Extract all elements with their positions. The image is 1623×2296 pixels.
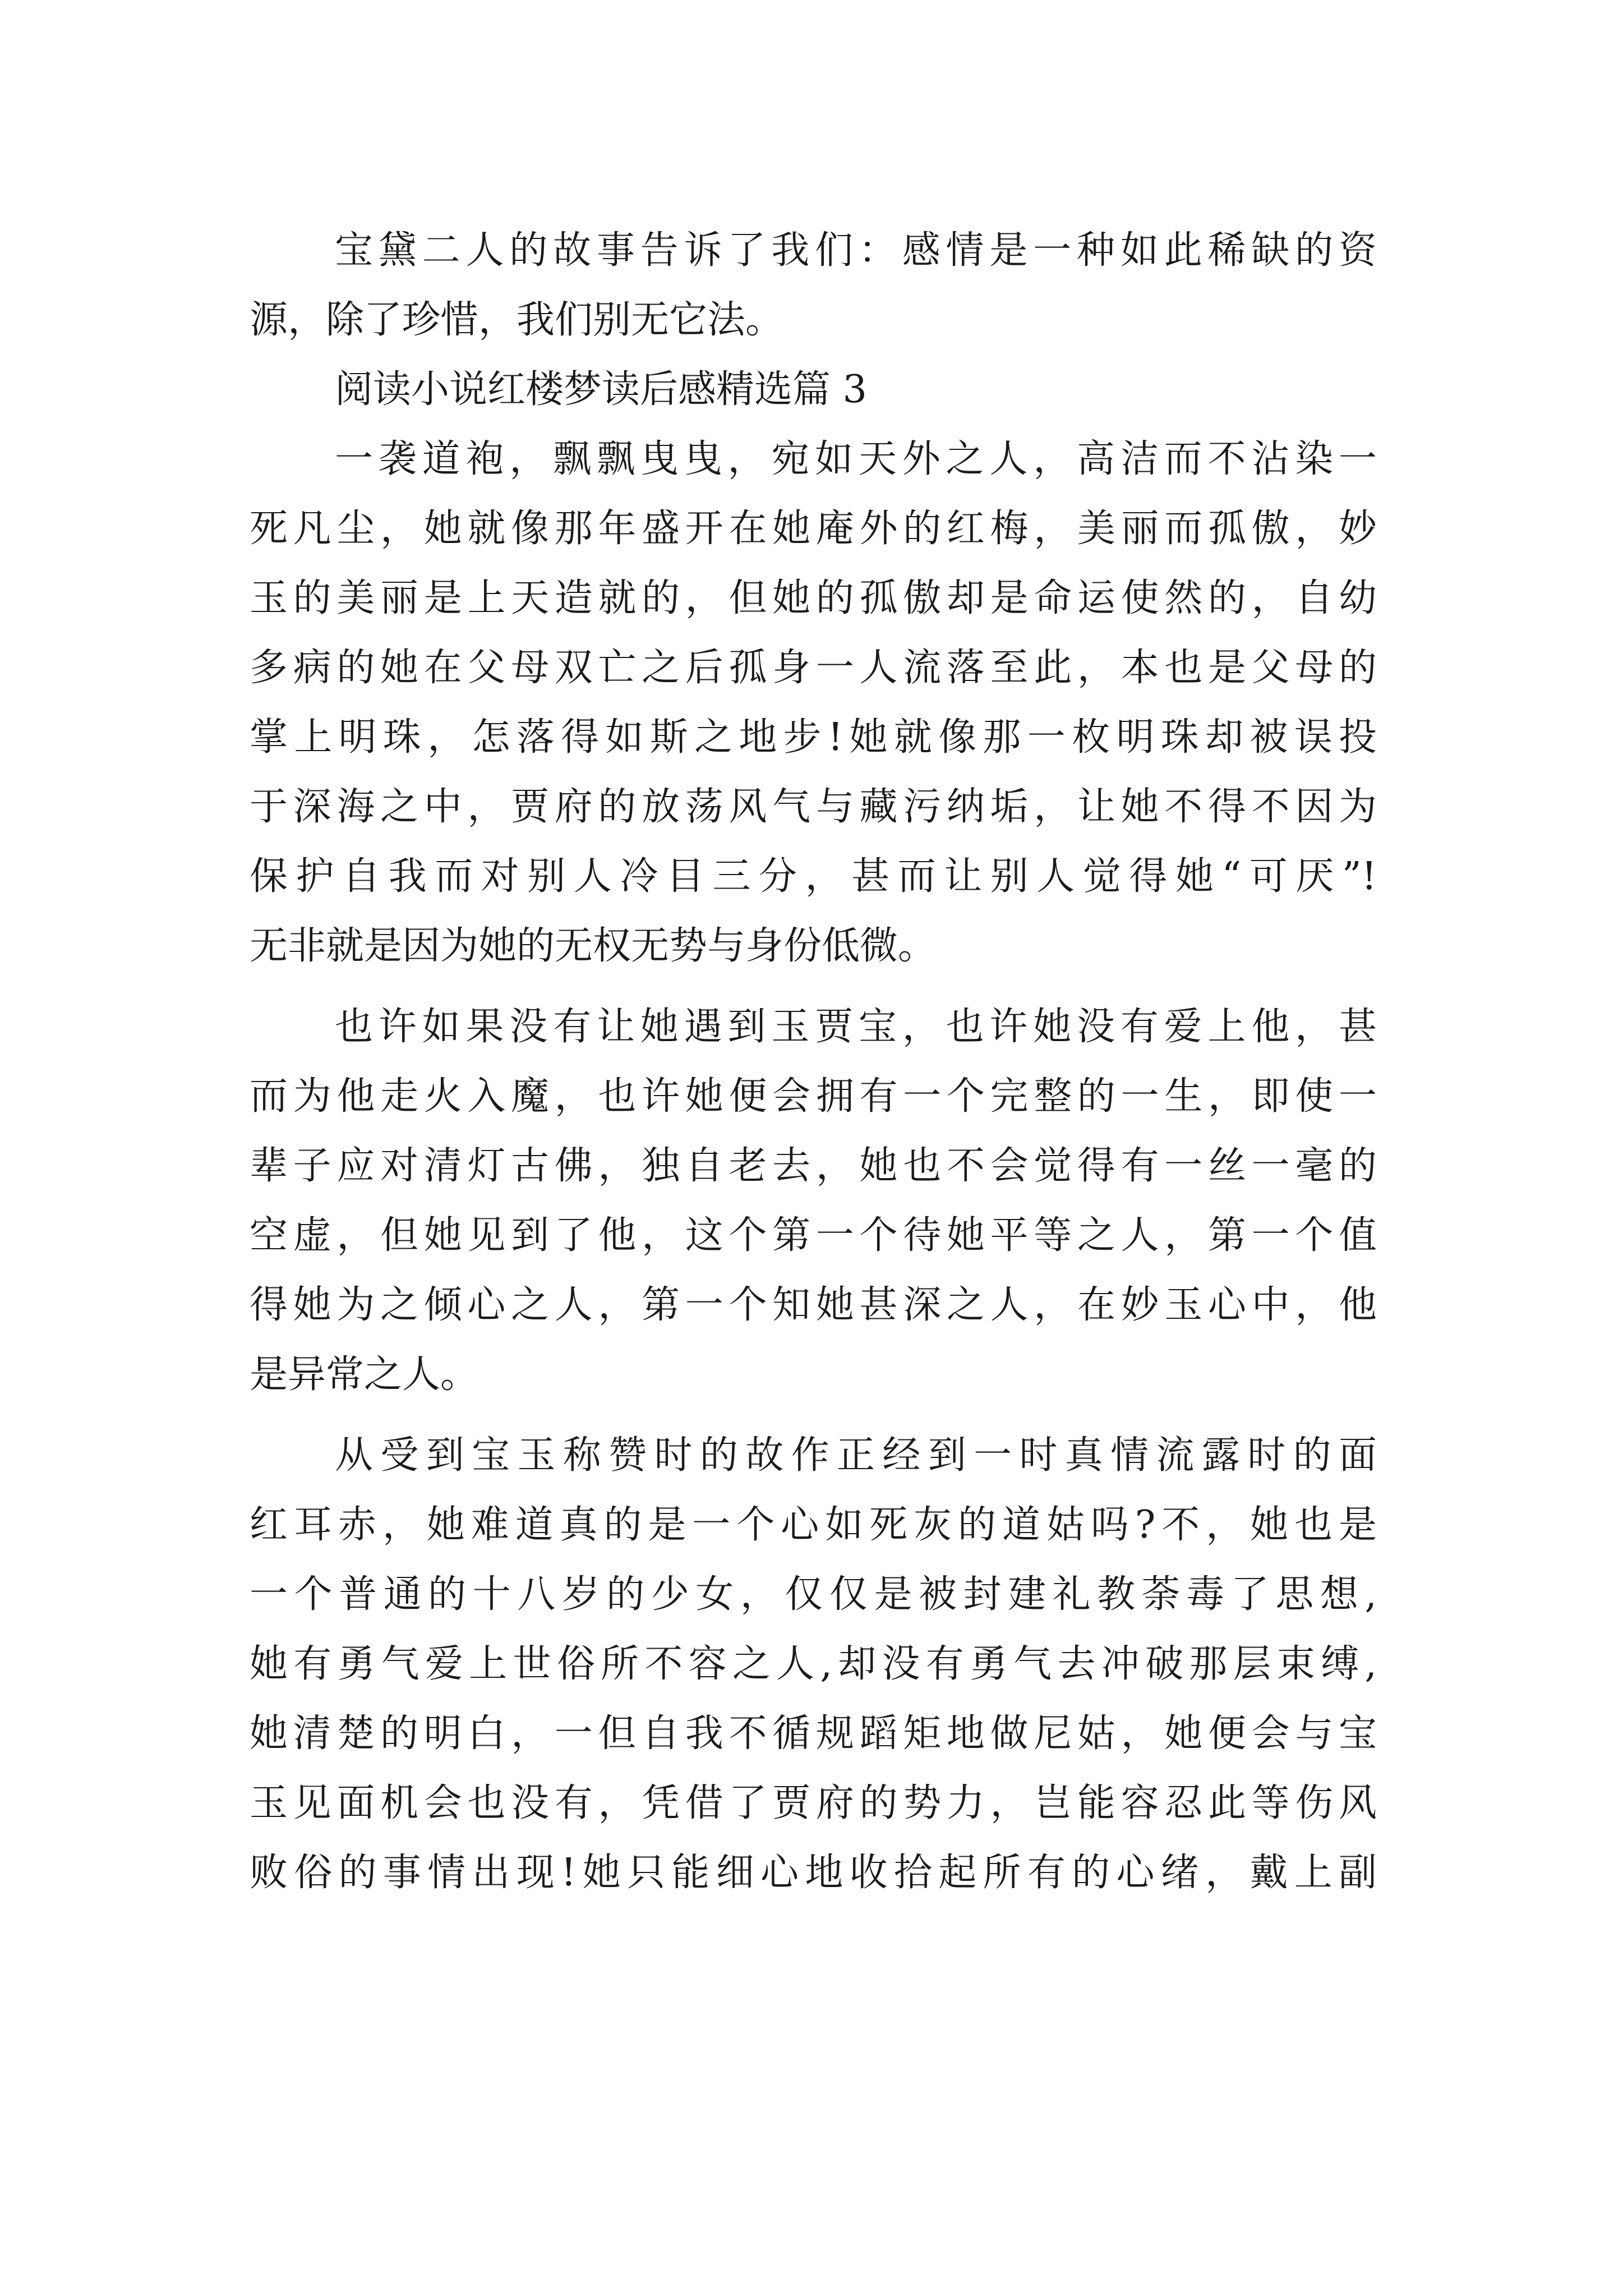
paragraph-line: 辈子应对清灯古佛，独自老去，她也不会觉得有一丝一毫的 [250, 1144, 1377, 1188]
paragraph-line: 得她为之倾心之人，第一个知她甚深之人，在妙玉心中，他 [250, 1283, 1377, 1327]
paragraph-gap [250, 981, 1377, 992]
paragraph-line: 是异常之人。 [250, 1352, 479, 1397]
paragraph-line: 掌上明珠，怎落得如斯之地步!她就像那一枚明珠却被误投 [250, 715, 1377, 760]
paragraph-line: 从受到宝玉称赞时的故作正经到一时真情流露时的面 [335, 1433, 1377, 1478]
paragraph-line: 玉的美丽是上天造就的，但她的孤傲却是命运使然的，自幼 [250, 576, 1377, 620]
paragraph-line: 一袭道袍，飘飘曳曳，宛如天外之人，高洁而不沾染一 [335, 437, 1377, 481]
paragraph-line: 无非就是因为她的无权无势与身份低微。 [250, 924, 937, 968]
paragraph-line: 而为他走火入魔，也许她便会拥有一个完整的一生，即使一 [250, 1074, 1377, 1119]
paragraph-line: 玉见面机会也没有，凭借了贾府的势力，岂能容忍此等伤风 [250, 1781, 1377, 1825]
paragraph-line: 败俗的事情出现!她只能细心地收拾起所有的心绪，戴上副 [250, 1851, 1377, 1895]
paragraph-line: 多病的她在父母双亡之后孤身一人流落至此，本也是父母的 [250, 646, 1377, 690]
paragraph-line: 红耳赤，她难道真的是一个心如死灰的道姑吗?不，她也是 [250, 1503, 1377, 1547]
section-heading: 阅读小说红楼梦读后感精选篇 3 [335, 367, 867, 412]
paragraph-line: 于深海之中，贾府的放荡风气与藏污纳垢，让她不得不因为 [250, 785, 1377, 829]
paragraph-line: 宝黛二人的故事告诉了我们：感情是一种如此稀缺的资 [335, 228, 1377, 273]
paragraph-line: 空虚，但她见到了他，这个第一个待她平等之人，第一个值 [250, 1213, 1377, 1258]
paragraph-line: 死凡尘，她就像那年盛开在她庵外的红梅，美丽而孤傲，妙 [250, 507, 1377, 551]
paragraph-line: 她清楚的明白，一但自我不循规蹈矩地做尼姑，她便会与宝 [250, 1711, 1377, 1756]
paragraph-line: 保护自我而对别人冷目三分，甚而让别人觉得她“可厌”! [250, 854, 1377, 899]
paragraph-line: 源，除了珍惜，我们别无它法。 [250, 298, 784, 342]
paragraph-line: 也许如果没有让她遇到玉贾宝，也许她没有爱上他，甚 [335, 1005, 1377, 1049]
paragraph-line: 一个普通的十八岁的少女，仅仅是被封建礼教荼毒了思想, [250, 1572, 1377, 1617]
paragraph-line: 她有勇气爱上世俗所不容之人,却没有勇气去冲破那层束缚, [250, 1642, 1377, 1686]
document-body [250, 216, 1377, 1908]
paragraph-gap [250, 1410, 1377, 1421]
